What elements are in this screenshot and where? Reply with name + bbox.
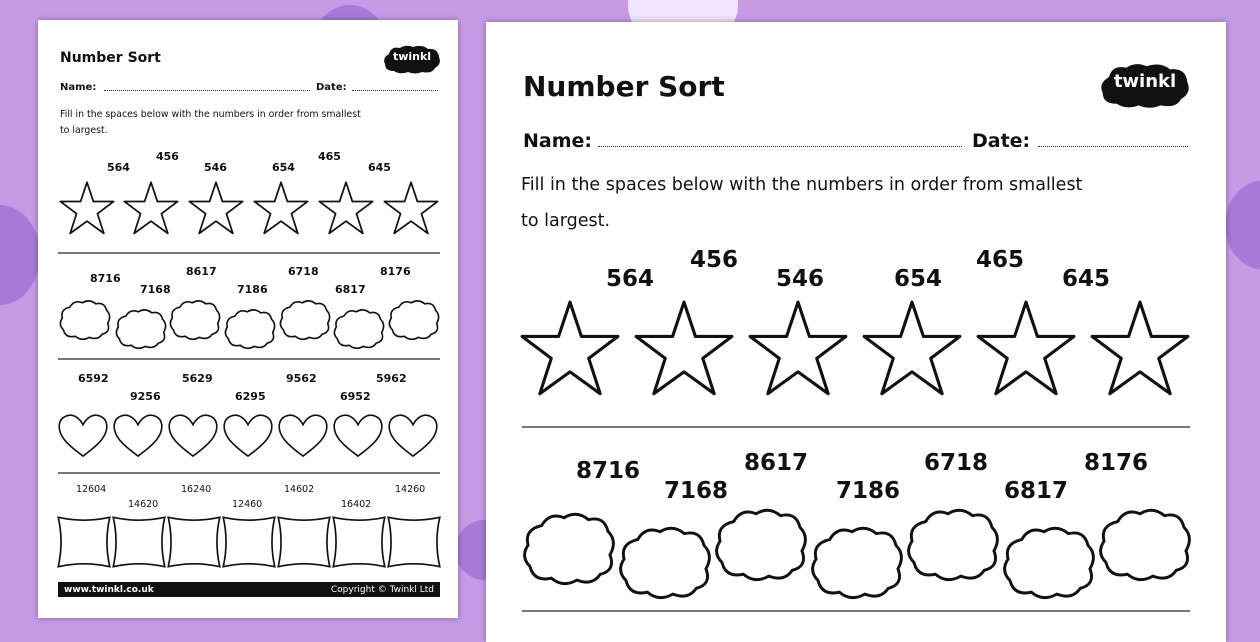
number-label: 6817 [1004,478,1069,504]
name-field[interactable] [598,146,962,147]
name-label: Name: [60,82,97,93]
number-label: 456 [156,150,179,163]
number-label: 8176 [1084,450,1149,476]
number-label: 456 [690,247,739,273]
section-divider [522,610,1190,612]
pillow-icon[interactable] [56,514,112,570]
number-label: 16402 [341,499,372,510]
star-icon[interactable] [518,298,622,402]
number-label: 9256 [130,390,161,403]
star-icon[interactable] [252,180,310,238]
name-field[interactable] [104,90,310,91]
section-divider [58,472,440,474]
number-label: 6952 [340,390,371,403]
number-label: 6718 [288,265,319,278]
number-label: 564 [606,266,655,292]
pillow-icon[interactable] [276,514,332,570]
cloud-icon[interactable] [1096,504,1194,582]
heart-icon[interactable] [221,410,275,460]
number-label: 564 [107,161,130,174]
instructions-line-1: Fill in the spaces below with the numbers in order from smallest [60,109,361,120]
number-label: 8716 [576,458,641,484]
cloud-icon[interactable] [278,297,332,341]
number-label: 465 [976,247,1025,273]
date-field[interactable] [1038,146,1188,147]
star-icon[interactable] [746,298,850,402]
cloud-icon[interactable] [58,297,112,341]
number-label: 8617 [186,265,217,278]
background-blob [1225,180,1260,270]
cloud-icon[interactable] [712,504,810,582]
cloud-icon[interactable] [808,522,906,600]
heart-icon[interactable] [331,410,385,460]
number-label: 6817 [335,283,366,296]
cloud-icon[interactable] [616,522,714,600]
name-label: Name: [523,130,593,152]
pillow-icon[interactable] [111,514,167,570]
twinkl-logo [382,44,442,74]
worksheet-thumbnail [38,20,458,618]
twinkl-logo [1098,60,1192,110]
logo-text: twinkl [392,50,432,63]
number-label: 7168 [140,283,171,296]
star-icon[interactable] [122,180,180,238]
instructions-line-1: Fill in the spaces below with the numbers in order from smallest [521,175,1083,195]
cloud-icon[interactable] [168,297,222,341]
star-icon[interactable] [632,298,736,402]
number-label: 12460 [232,499,263,510]
heart-icon[interactable] [56,410,110,460]
heart-icon[interactable] [386,410,440,460]
number-label: 8176 [380,265,411,278]
instructions-line-2: to largest. [521,211,611,231]
number-label: 7168 [664,478,729,504]
cloud-icon[interactable] [1000,522,1098,600]
star-icon[interactable] [187,180,245,238]
number-label: 654 [894,266,943,292]
number-label: 5962 [376,372,407,385]
cloud-icon[interactable] [114,306,168,350]
date-label: Date: [972,130,1031,152]
number-label: 546 [204,161,227,174]
number-label: 12604 [76,484,107,495]
instructions-line-2: to largest. [60,125,108,136]
worksheet-zoomed [486,22,1226,642]
section-divider [522,426,1190,428]
star-icon[interactable] [974,298,1078,402]
heart-icon[interactable] [276,410,330,460]
date-field[interactable] [352,90,438,91]
number-label: 14260 [395,484,426,495]
worksheet-footer [58,582,440,597]
number-label: 7186 [237,283,268,296]
number-label: 6295 [235,390,266,403]
number-label: 8617 [744,450,809,476]
pillow-icon[interactable] [331,514,387,570]
cloud-icon[interactable] [904,504,1002,582]
section-divider [58,358,440,360]
cloud-icon[interactable] [332,306,386,350]
number-label: 465 [318,150,341,163]
star-icon[interactable] [1088,298,1192,402]
background-blob [0,205,40,305]
number-label: 8716 [90,272,121,285]
date-label: Date: [316,82,347,93]
number-label: 6592 [78,372,109,385]
logo-text: twinkl [1113,71,1177,92]
number-label: 16240 [181,484,212,495]
number-label: 645 [1062,266,1111,292]
section-divider [58,252,440,254]
number-label: 654 [272,161,295,174]
pillow-icon[interactable] [166,514,222,570]
number-label: 5629 [182,372,213,385]
star-icon[interactable] [317,180,375,238]
heart-icon[interactable] [166,410,220,460]
number-label: 6718 [924,450,989,476]
number-label: 14620 [128,499,159,510]
cloud-icon[interactable] [387,297,441,341]
page-title: Number Sort [60,50,161,66]
heart-icon[interactable] [111,410,165,460]
number-label: 14602 [284,484,315,495]
number-label: 7186 [836,478,901,504]
pillow-icon[interactable] [221,514,277,570]
number-label: 9562 [286,372,317,385]
star-icon[interactable] [860,298,964,402]
number-label: 546 [776,266,825,292]
number-label: 645 [368,161,391,174]
star-icon[interactable] [382,180,440,238]
cloud-icon[interactable] [223,306,277,350]
star-icon[interactable] [58,180,116,238]
footer-copyright: Copyright © Twinkl Ltd [330,584,434,595]
cloud-icon[interactable] [520,508,618,586]
pillow-icon[interactable] [386,514,442,570]
footer-website: www.twinkl.co.uk [64,584,154,595]
page-title: Number Sort [523,70,725,103]
